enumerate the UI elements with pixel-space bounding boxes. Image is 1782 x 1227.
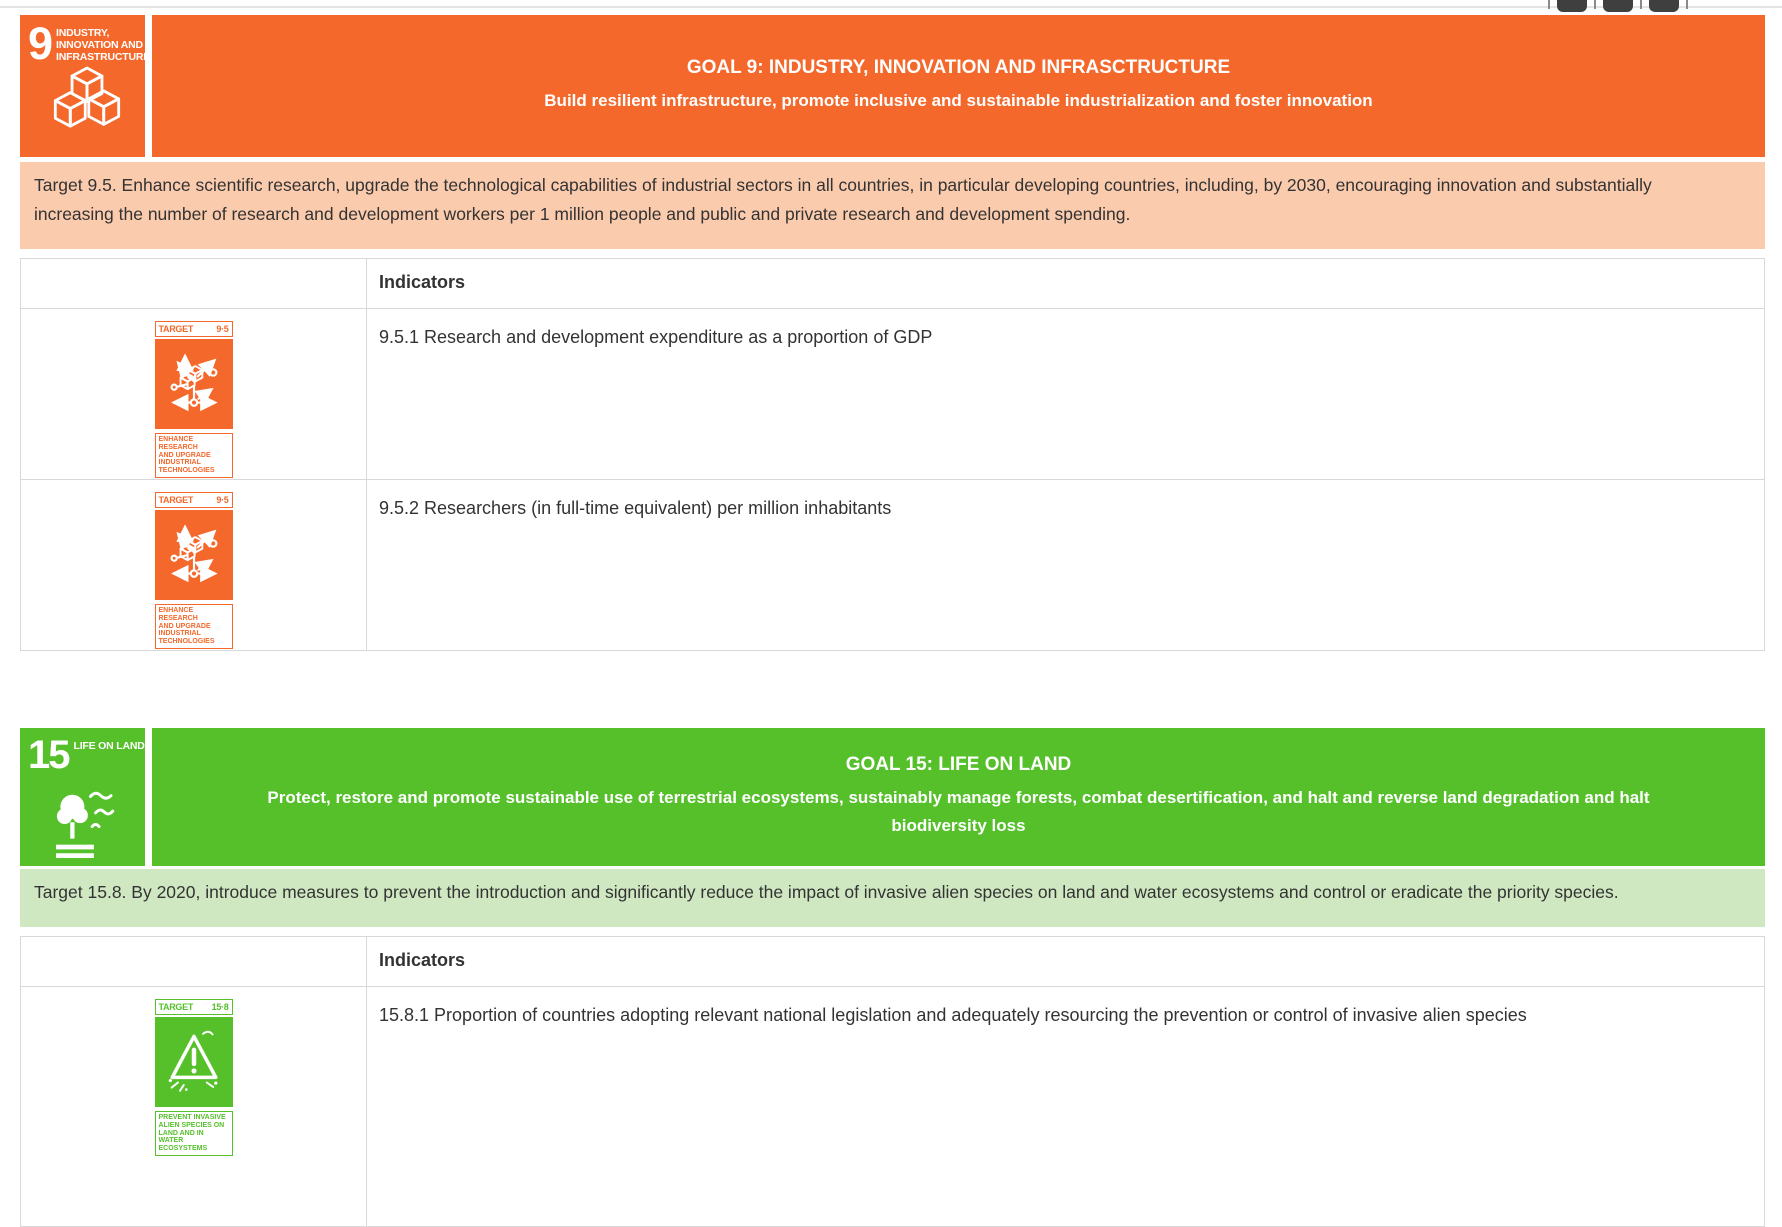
- browser-toolbar-icons: [1548, 0, 1688, 12]
- goal-15-indicators-table: [20, 936, 1765, 1227]
- table-header-row: [21, 936, 1765, 986]
- indicators-column-header: Indicators: [367, 936, 1765, 986]
- goal-15-title: GOAL 15: LIFE ON LAND: [845, 753, 1072, 775]
- tree-life-on-land-icon: [44, 781, 130, 861]
- goal-9-header: [20, 15, 1765, 157]
- empty-header-cell: [21, 936, 367, 986]
- goal-name: LIFE ON LAND: [73, 739, 145, 752]
- sdg-target-9-5-icon: [155, 321, 233, 478]
- sdg-15-goal-tile: [20, 728, 145, 866]
- goal-15-header: [20, 728, 1765, 866]
- goal-9-section: [20, 15, 1765, 651]
- toolbar-separator: [1594, 0, 1596, 9]
- target-9-5-description: Target 9.5. Enhance scientific research, upgrade the technological capabilities of industrial sectors in all countries, in particular developing countries, including, by 2030, encouraging innovation and substantially increasing the number of research and development workers per 1 million people and public and private research and development spending.: [20, 162, 1765, 249]
- goal-number: 15: [28, 732, 69, 777]
- goal-9-title: GOAL 9: INDUSTRY, INNOVATION AND INFRASCTRUCTURE: [686, 57, 1231, 78]
- goal-name: INDUSTRY, INNOVATION AND INFRASTRUCTURE: [56, 27, 151, 63]
- toolbar-separator: [1548, 0, 1550, 9]
- target-icon-cell: [21, 479, 367, 650]
- goal-15-banner: [152, 728, 1765, 866]
- target-icon-cell: [21, 986, 367, 1226]
- target-9-5-artwork: [155, 510, 233, 600]
- toolbar-separator: [1640, 0, 1642, 9]
- browser-extension-icon[interactable]: [1649, 0, 1679, 12]
- browser-extension-icon[interactable]: [1557, 0, 1587, 12]
- indicators-column-header: Indicators: [367, 259, 1765, 309]
- target-caption: ENHANCE RESEARCH AND UPGRADE INDUSTRIAL TECHNOLOGIES: [155, 433, 233, 478]
- invasive-species-warning-icon: [162, 1026, 226, 1098]
- indicator-cell: [367, 986, 1765, 1226]
- goal-number: 9: [28, 18, 52, 69]
- goal-9-subtitle: Build resilient infrastructure, promote inclusive and sustainable industrialization and foster innovation: [544, 91, 1373, 110]
- target-badge: TARGET 15·8: [155, 999, 233, 1015]
- sdg-target-15-8-icon: [155, 999, 233, 1156]
- target-icon-cell: [21, 309, 367, 480]
- table-header-row: [21, 259, 1765, 309]
- goal-15-subtitle: Protect, restore and promote sustainable use of terrestrial ecosystems, sustainably manage forests, combat desertification, and halt and reverse land degradation and halt biodiversity loss: [267, 787, 1650, 835]
- sdg-9-tile-heading: [28, 18, 151, 69]
- target-15-8-description: Target 15.8. By 2020, introduce measures to prevent the introduction and significantly reduce the impact of invasive alien species on land and water ecosystems and control or eradicate the priority species.: [20, 869, 1765, 927]
- document-content: [20, 15, 1765, 1227]
- page-top-divider: [0, 0, 1782, 8]
- research-network-icon: [162, 348, 226, 420]
- target-badge: TARGET 9·5: [155, 492, 233, 508]
- goal-9-indicators-table: [20, 258, 1765, 651]
- table-row: [21, 986, 1765, 1226]
- target-15-8-artwork: [155, 1017, 233, 1107]
- table-row: [21, 479, 1765, 650]
- empty-header-cell: [21, 259, 367, 309]
- indicator-9-5-2-text: 9.5.2 Researchers (in full-time equivalent) per million inhabitants: [379, 497, 892, 518]
- sdg-9-goal-tile: [20, 15, 151, 157]
- table-row: [21, 309, 1765, 480]
- indicator-cell: [367, 309, 1765, 480]
- goal-15-section: [20, 728, 1765, 1227]
- target-9-5-artwork: [155, 339, 233, 429]
- indicator-15-8-1-text: 15.8.1 Proportion of countries adopting relevant national legislation and adequately resourcing the prevention or control of invasive alien species: [379, 1004, 1527, 1025]
- indicator-9-5-1-text: 9.5.1 Research and development expenditure as a proportion of GDP: [379, 327, 933, 347]
- target-badge: TARGET 9·5: [155, 321, 233, 337]
- target-caption: ENHANCE RESEARCH AND UPGRADE INDUSTRIAL TECHNOLOGIES: [155, 604, 233, 649]
- research-network-icon: [162, 519, 226, 591]
- target-caption: PREVENT INVASIVE ALIEN SPECIES ON LAND AND IN WATER ECOSYSTEMS: [155, 1111, 233, 1156]
- toolbar-separator: [1686, 0, 1688, 9]
- sdg-15-tile-heading: [28, 732, 145, 777]
- goal-9-banner: [152, 15, 1765, 157]
- indicator-cell: [367, 479, 1765, 650]
- industry-cubes-icon: [43, 66, 131, 144]
- sdg-target-9-5-icon: [155, 492, 233, 649]
- browser-extension-icon[interactable]: [1603, 0, 1633, 12]
